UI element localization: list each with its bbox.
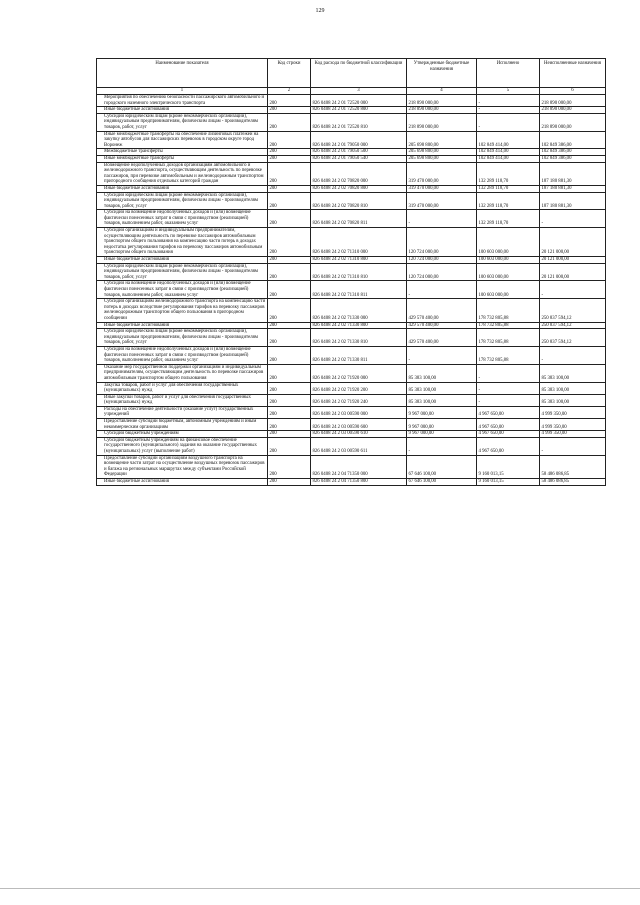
row-approved-amount: 319 470 000,00 [407, 192, 477, 210]
row-unexecuted-amount: 85 383 100,00 [540, 382, 606, 394]
row-unexecuted-amount: 85 383 100,00 [540, 364, 606, 382]
row-approved-amount: 120 724 000,00 [407, 263, 477, 281]
row-executed-amount: 102 849 414,00 [477, 155, 540, 162]
row-line-code: 200 [268, 95, 311, 107]
table-row [97, 131, 606, 149]
row-approved-amount: - [407, 281, 477, 299]
row-approved-amount: 9 967 000,00 [407, 431, 477, 438]
table-row [97, 329, 606, 347]
header-row [97, 59, 606, 88]
row-classification-code: 826 0408 24 2 01 79050 500 [311, 149, 407, 156]
row-executed-amount: - [477, 394, 540, 406]
row-line-code: 200 [268, 394, 311, 406]
row-executed-amount: 178 732 805,88 [477, 299, 540, 322]
table-row [97, 210, 606, 228]
row-name: Субсидии на возмещение недополученных доходов и (или) возмещение фактически понесенных затрат в связи с производством (реализацией) товаров, выполнением работ, оказанием услуг [97, 346, 268, 364]
row-unexecuted-amount: 20 121 000,00 [540, 228, 606, 257]
row-name: Субсидии на возмещение недополученных доходов и (или) возмещение фактически понесенных затрат в связи с производством (реализацией) товаров, выполнением работ, оказанием услуг [97, 281, 268, 299]
row-executed-amount: 100 603 000,00 [477, 263, 540, 281]
table-row [97, 185, 606, 192]
row-classification-code: 826 0408 24 2 02 71310 810 [311, 263, 407, 281]
row-line-code: 200 [268, 431, 311, 438]
row-approved-amount: 9 967 000,00 [407, 406, 477, 418]
column-number-row [97, 88, 606, 95]
row-executed-amount: - [477, 113, 540, 131]
row-approved-amount: 205 698 800,00 [407, 131, 477, 149]
column-number: 2 [268, 88, 311, 95]
row-name: Межбюджетные трансферты [97, 149, 268, 156]
row-unexecuted-amount: 85 383 100,00 [540, 394, 606, 406]
row-classification-code: 826 0408 24 2 04 71350 800 [311, 479, 407, 486]
table-row [97, 107, 606, 114]
row-name: Иные межбюджетные трансферты [97, 155, 268, 162]
row-line-code: 200 [268, 185, 311, 192]
row-name: Субсидии бюджетным учреждениям на финансовое обеспечение государственного (муниципального) задания на оказание государственных (муниципальных) услуг (выполнение работ) [97, 437, 268, 455]
row-executed-amount: 9 160 013,15 [477, 455, 540, 478]
table-row [97, 455, 606, 478]
row-unexecuted-amount: 187 180 881,30 [540, 192, 606, 210]
page-bottom-divider [0, 888, 640, 889]
row-line-code: 200 [268, 149, 311, 156]
column-number: 6 [540, 88, 606, 95]
row-approved-amount: 429 570 400,00 [407, 322, 477, 329]
row-unexecuted-amount: 250 837 594,12 [540, 329, 606, 347]
table-row [97, 95, 606, 107]
row-line-code: 200 [268, 346, 311, 364]
row-line-code: 200 [268, 406, 311, 418]
row-classification-code: 826 0408 24 2 01 72520 810 [311, 113, 407, 131]
row-unexecuted-amount: 250 837 594,12 [540, 322, 606, 329]
row-unexecuted-amount: - [540, 210, 606, 228]
row-line-code: 200 [268, 263, 311, 281]
row-unexecuted-amount: 58 486 086,85 [540, 455, 606, 478]
row-approved-amount: 85 383 100,00 [407, 364, 477, 382]
row-name: Иные межбюджетные трансферты на обеспечение лизинговых платежей на закупку автобусов для пассажирских перевозок в городском округе город Воронеж [97, 131, 268, 149]
row-approved-amount: 319 470 000,00 [407, 185, 477, 192]
row-classification-code: 826 0408 24 2 01 79050 540 [311, 155, 407, 162]
row-unexecuted-amount: 187 180 881,30 [540, 162, 606, 185]
row-approved-amount: 429 570 400,00 [407, 299, 477, 322]
row-executed-amount: 4 967 650,00 [477, 419, 540, 431]
table-row [97, 437, 606, 455]
table-row [97, 419, 606, 431]
row-classification-code: 826 0408 24 2 02 71310 000 [311, 228, 407, 257]
table-row [97, 192, 606, 210]
row-approved-amount: 205 698 800,00 [407, 149, 477, 156]
table-row [97, 257, 606, 264]
table-row [97, 155, 606, 162]
row-classification-code: 826 0408 24 2 03 00590 600 [311, 419, 407, 431]
row-approved-amount: 218 890 000,00 [407, 113, 477, 131]
row-line-code: 200 [268, 131, 311, 149]
row-approved-amount: - [407, 437, 477, 455]
column-number: 4 [407, 88, 477, 95]
row-classification-code: 826 0408 24 2 04 71350 000 [311, 455, 407, 478]
row-classification-code: 826 0408 24 2 01 72520 000 [311, 95, 407, 107]
row-unexecuted-amount: 4 999 350,00 [540, 406, 606, 418]
header-executed: Исполнено [477, 59, 540, 88]
row-name: Оказание мер государственной поддержки организациям и индивидуальным предпринимателям, осуществляющим деятельность по перевозке пассажиров автомобильным транспортом общего пользования [97, 364, 268, 382]
table-row [97, 281, 606, 299]
row-line-code: 200 [268, 107, 311, 114]
row-name: Субсидии бюджетным учреждениям [97, 431, 268, 438]
row-line-code: 200 [268, 479, 311, 486]
row-name: Иные закупки товаров, работ и услуг для обеспечения государственных (муниципальных) нужд [97, 394, 268, 406]
header-unexecuted: Неисполненные назначения [540, 59, 606, 88]
row-approved-amount: 85 383 100,00 [407, 382, 477, 394]
row-name: Мероприятия по обеспечению безопасности пассажирского автомобильного и городского наземного электрического транспорта [97, 95, 268, 107]
row-approved-amount: 120 724 000,00 [407, 228, 477, 257]
row-line-code: 200 [268, 299, 311, 322]
row-name: Субсидии юридическим лицам (кроме некоммерческих организаций), индивидуальным предпринимателям, физическим лицам - производителям товаров, работ, услуг [97, 113, 268, 131]
row-line-code: 200 [268, 228, 311, 257]
row-executed-amount: - [477, 107, 540, 114]
row-line-code: 200 [268, 419, 311, 431]
row-line-code: 200 [268, 455, 311, 478]
header-approved: Утвержденные бюджетные назначения [407, 59, 477, 88]
row-approved-amount: 205 698 800,00 [407, 155, 477, 162]
row-line-code: 200 [268, 155, 311, 162]
row-line-code: 200 [268, 162, 311, 185]
row-classification-code: 826 0408 24 2 02 71920 200 [311, 382, 407, 394]
row-unexecuted-amount: 4 999 350,00 [540, 431, 606, 438]
row-name: Субсидии юридическим лицам (кроме некоммерческих организаций), индивидуальным предпринимателям, физическим лицам - производителям товаров, работ, услуг [97, 329, 268, 347]
table-row [97, 162, 606, 185]
row-classification-code: 826 0408 24 2 02 70820 810 [311, 192, 407, 210]
row-name: Иные бюджетные ассигнования [97, 479, 268, 486]
row-name: Иные бюджетные ассигнования [97, 257, 268, 264]
row-classification-code: 826 0408 24 2 02 70820 000 [311, 162, 407, 185]
row-line-code: 200 [268, 364, 311, 382]
row-classification-code: 826 0408 24 2 03 00590 610 [311, 431, 407, 438]
row-name: Субсидии юридическим лицам (кроме некоммерческих организаций), индивидуальным предпринимателям, физическим лицам - производителям товаров, работ, услуг [97, 192, 268, 210]
table-body [97, 95, 606, 486]
row-line-code: 200 [268, 113, 311, 131]
row-executed-amount: 178 732 805,88 [477, 329, 540, 347]
row-executed-amount: 102 849 414,00 [477, 131, 540, 149]
table-row [97, 479, 606, 486]
row-name: Возмещение недополученных доходов организациям автомобильного и железнодорожного транспорта, осуществляющим деятельность по перевозке пассажиров, при перевозке автомобильным и железнодорожным транспортом пригородного сообщения отдельных категорий граждан [97, 162, 268, 185]
row-classification-code: 826 0408 24 2 02 71920 240 [311, 394, 407, 406]
row-classification-code: 826 0408 24 2 02 71330 811 [311, 346, 407, 364]
table-row [97, 364, 606, 382]
row-executed-amount: - [477, 364, 540, 382]
row-classification-code: 826 0408 24 2 02 71330 810 [311, 329, 407, 347]
row-classification-code: 826 0408 24 2 02 71310 800 [311, 257, 407, 264]
row-executed-amount: 178 732 805,88 [477, 322, 540, 329]
row-unexecuted-amount: 20 121 000,00 [540, 257, 606, 264]
row-unexecuted-amount: - [540, 346, 606, 364]
row-unexecuted-amount: 218 890 000,00 [540, 95, 606, 107]
row-approved-amount: 85 383 100,00 [407, 394, 477, 406]
row-classification-code: 826 0408 24 2 01 79050 000 [311, 131, 407, 149]
row-executed-amount: 132 289 118,70 [477, 185, 540, 192]
row-name: Субсидии организациям железнодорожного транспорта на компенсацию части потерь в доходах вследствие регулирования тарифов на перевозку пассажиров железнодорожным транспортом общего пользования в пригородном сообщении [97, 299, 268, 322]
column-number: 3 [311, 88, 407, 95]
row-approved-amount: - [407, 210, 477, 228]
row-name: Субсидии юридическим лицам (кроме некоммерческих организаций), индивидуальным предпринимателям, физическим лицам - производителям товаров, работ, услуг [97, 263, 268, 281]
row-approved-amount: 218 890 000,00 [407, 107, 477, 114]
row-line-code: 200 [268, 281, 311, 299]
row-name: Закупка товаров, работ и услуг для обеспечения государственных (муниципальных) нужд [97, 382, 268, 394]
row-approved-amount: 429 570 400,00 [407, 329, 477, 347]
column-number: 1 [97, 88, 268, 95]
row-executed-amount: 100 603 000,00 [477, 228, 540, 257]
row-executed-amount: 132 289 118,70 [477, 210, 540, 228]
row-line-code: 200 [268, 210, 311, 228]
row-classification-code: 826 0408 24 2 02 71920 000 [311, 364, 407, 382]
header-indicator-name: Наименование показателя [97, 59, 268, 88]
row-unexecuted-amount: 20 121 000,00 [540, 263, 606, 281]
table-row [97, 149, 606, 156]
row-executed-amount: 100 603 000,00 [477, 281, 540, 299]
row-name: Иные бюджетные ассигнования [97, 185, 268, 192]
row-approved-amount: 67 646 100,00 [407, 479, 477, 486]
row-unexecuted-amount: 218 890 000,00 [540, 107, 606, 114]
report-table [96, 58, 606, 486]
row-unexecuted-amount: 218 890 000,00 [540, 113, 606, 131]
row-unexecuted-amount: 102 849 386,00 [540, 131, 606, 149]
header-line-code: Код строки [268, 59, 311, 88]
row-classification-code: 826 0408 24 2 03 00590 611 [311, 437, 407, 455]
row-classification-code: 826 0408 24 2 02 70820 800 [311, 185, 407, 192]
row-line-code: 200 [268, 329, 311, 347]
table-row [97, 322, 606, 329]
row-approved-amount: 120 724 000,00 [407, 257, 477, 264]
row-line-code: 200 [268, 437, 311, 455]
row-name: Субсидии организациям и индивидуальным предпринимателям, осуществляющим деятельность по перевозке пассажиров автомобильным транспортом общего пользования на компенсацию части потерь в доходах недостатка регулирования тарифов на перевозку пассажиров автомобильным транспортом общего пользования [97, 228, 268, 257]
row-approved-amount: 67 646 100,00 [407, 455, 477, 478]
row-approved-amount: 319 470 000,00 [407, 162, 477, 185]
row-executed-amount: 4 967 650,00 [477, 431, 540, 438]
row-classification-code: 826 0408 24 2 02 71330 800 [311, 322, 407, 329]
row-executed-amount: 4 967 650,00 [477, 437, 540, 455]
row-name: Иные бюджетные ассигнования [97, 322, 268, 329]
table-row [97, 263, 606, 281]
row-executed-amount: 178 732 805,88 [477, 346, 540, 364]
row-line-code: 200 [268, 382, 311, 394]
row-line-code: 200 [268, 322, 311, 329]
row-name: Субсидии на возмещение недополученных доходов и (или) возмещение фактически понесенных затрат в связи с производством (реализацией) товаров, выполнением работ, оказанием услуг [97, 210, 268, 228]
row-executed-amount: 4 967 650,00 [477, 406, 540, 418]
row-executed-amount: 100 603 000,00 [477, 257, 540, 264]
row-executed-amount: - [477, 382, 540, 394]
row-executed-amount: 132 289 118,70 [477, 192, 540, 210]
row-unexecuted-amount: 102 849 386,00 [540, 155, 606, 162]
row-line-code: 200 [268, 192, 311, 210]
table-row [97, 346, 606, 364]
table-row [97, 382, 606, 394]
row-approved-amount: 9 967 000,00 [407, 419, 477, 431]
row-classification-code: 826 0408 24 2 03 00590 000 [311, 406, 407, 418]
row-name: Иные бюджетные ассигнования [97, 107, 268, 114]
page-number: 129 [315, 8, 325, 14]
row-executed-amount: 102 849 414,00 [477, 149, 540, 156]
row-unexecuted-amount: 4 999 350,00 [540, 419, 606, 431]
row-unexecuted-amount: 58 486 086,85 [540, 479, 606, 486]
table-row [97, 406, 606, 418]
row-classification-code: 826 0408 24 2 02 71330 000 [311, 299, 407, 322]
row-name: Предоставление субсидий организациям воздушного транспорта на возмещение части затрат на осуществление воздушных перевозок пассажиров и багажа на региональных маршрутах между субъектами Российской Федерации [97, 455, 268, 478]
header-budget-classification: Код расхода по бюджетной классификации [311, 59, 407, 88]
row-approved-amount: 218 890 000,00 [407, 95, 477, 107]
row-classification-code: 826 0408 24 2 02 71310 811 [311, 281, 407, 299]
table-row [97, 394, 606, 406]
row-unexecuted-amount: - [540, 437, 606, 455]
column-number: 5 [477, 88, 540, 95]
row-unexecuted-amount: 187 180 881,30 [540, 185, 606, 192]
row-name: Расходы на обеспечение деятельности (оказание услуг) государственных учреждений [97, 406, 268, 418]
row-name: Предоставление субсидий бюджетным, автономным учреждениям и иным некоммерческим организациям [97, 419, 268, 431]
row-classification-code: 826 0408 24 2 01 72520 800 [311, 107, 407, 114]
row-approved-amount: - [407, 346, 477, 364]
table-row [97, 431, 606, 438]
row-line-code: 200 [268, 257, 311, 264]
table-row [97, 113, 606, 131]
row-executed-amount: 9 160 013,15 [477, 479, 540, 486]
row-executed-amount: 132 289 118,70 [477, 162, 540, 185]
table-row [97, 228, 606, 257]
row-unexecuted-amount: - [540, 281, 606, 299]
row-unexecuted-amount: 250 837 594,12 [540, 299, 606, 322]
row-unexecuted-amount: 102 849 386,00 [540, 149, 606, 156]
table-row [97, 299, 606, 322]
row-classification-code: 826 0408 24 2 02 70820 811 [311, 210, 407, 228]
row-executed-amount: - [477, 95, 540, 107]
